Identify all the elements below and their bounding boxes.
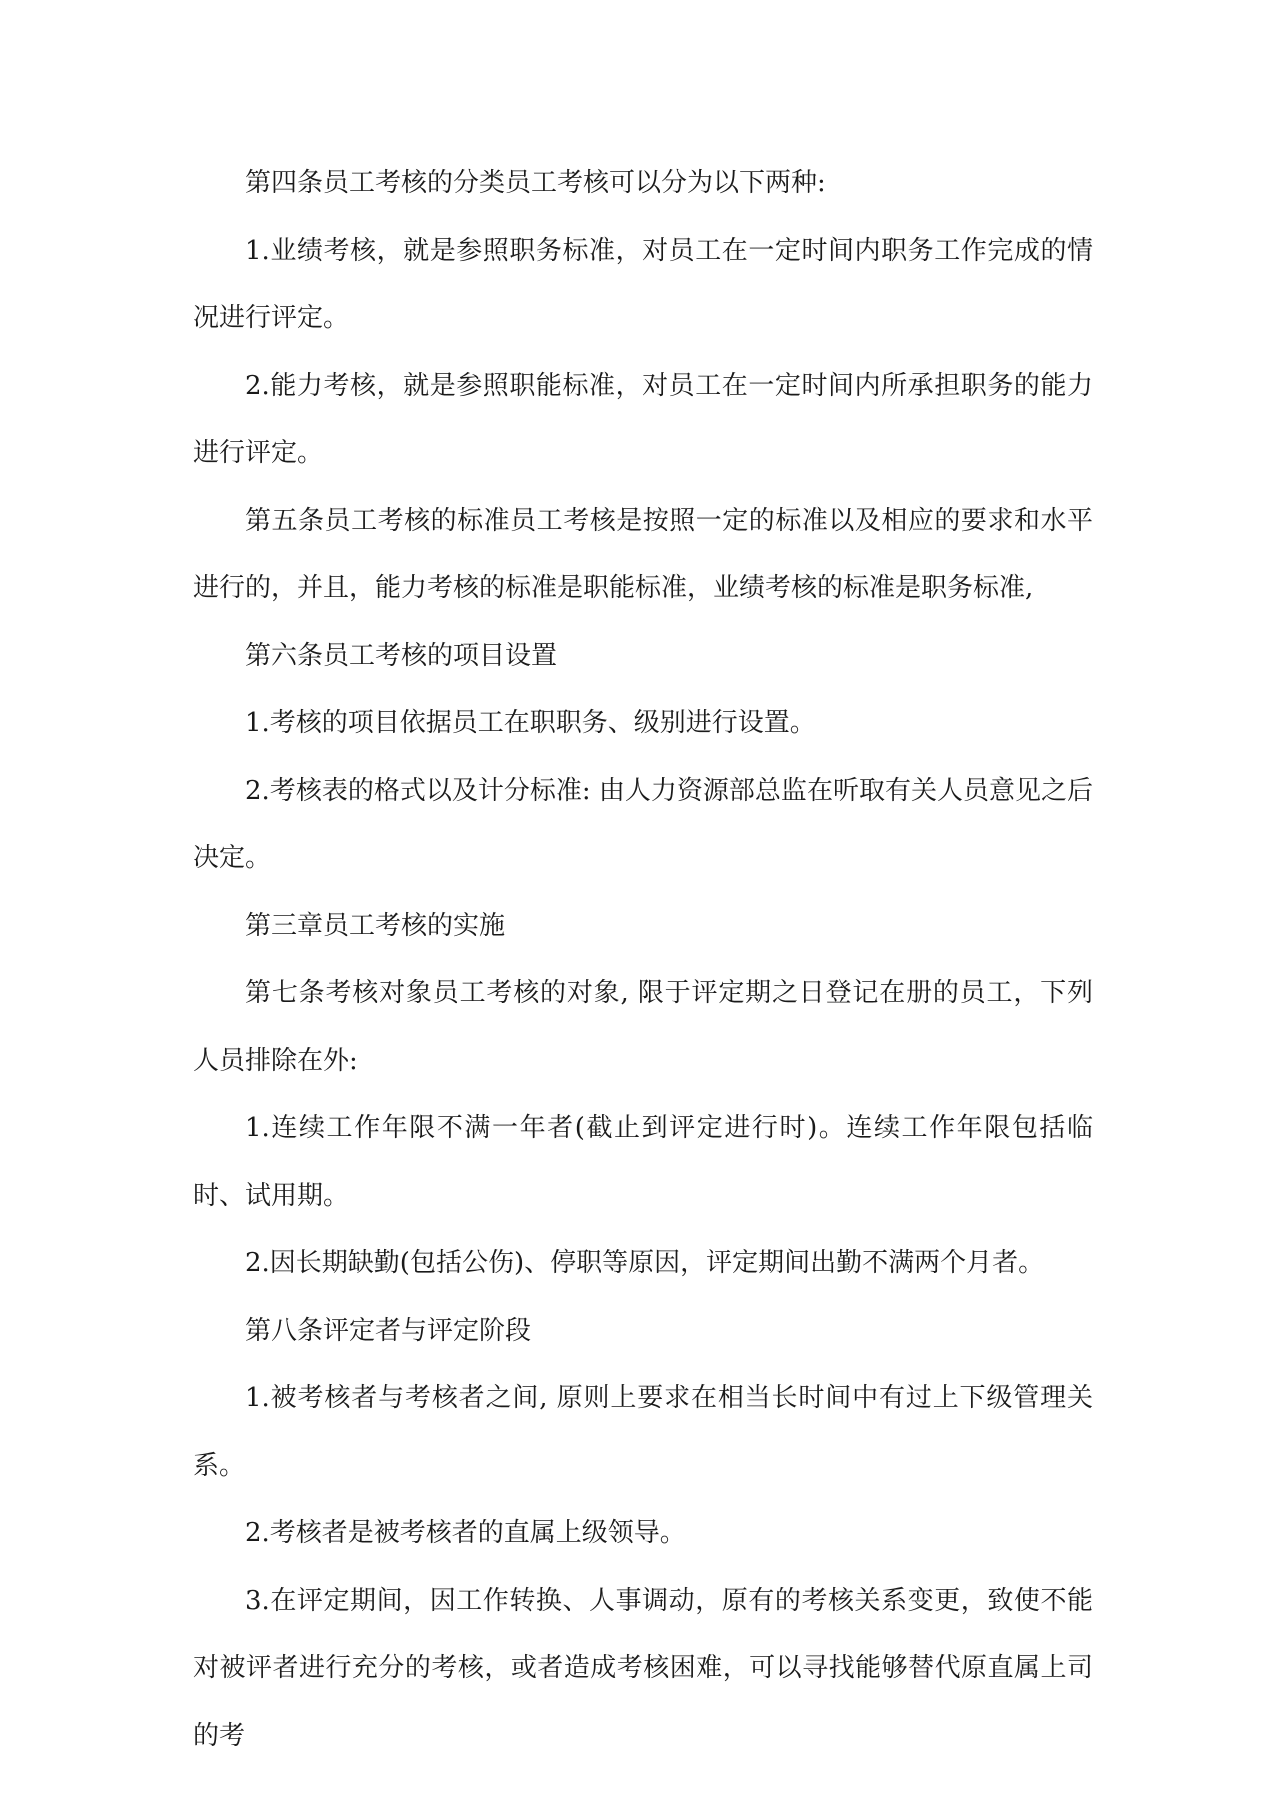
paragraph-article-5: 第五条员工考核的标准员工考核是按照一定的标准以及相应的要求和水平进行的，并且，能力考核的标准是职能标准，业绩考核的标准是职务标准, [193,505,1093,603]
paragraph-article-4: 第四条员工考核的分类员工考核可以分为以下两种: [245,168,826,198]
paragraph-exclusion-1: 1.连续工作年限不满一年者(截止到评定进行时)。连续工作年限包括临时、试用期。 [193,1113,1093,1211]
document-body [193,150,1093,1770]
paragraph-reviewer-3: 3.在评定期间，因工作转换、人事调动，原有的考核关系变更，致使不能对被评者进行充分的考核，或者造成考核困难，可以寻找能够替代原直属上司的考 [193,1585,1093,1751]
paragraph-ability-review: 2.能力考核，就是参照职能标准，对员工在一定时间内所承担职务的能力进行评定。 [193,370,1093,468]
paragraph-article-8: 第八条评定者与评定阶段 [245,1315,532,1346]
paragraph-article-6: 第六条员工考核的项目设置 [245,640,558,671]
paragraph-article-7: 第七条考核对象员工考核的对象, 限于评定期之日登记在册的员工，下列人员排除在外: [193,978,1093,1076]
paragraph-exclusion-2: 2.因长期缺勤(包括公伤)、停职等原因，评定期间出勤不满两个月者。 [245,1248,1045,1278]
paragraph-item-setting: 1.考核的项目依据员工在职职务、级别进行设置。 [245,708,816,738]
paragraph-reviewer-1: 1.被考核者与考核者之间, 原则上要求在相当长时间中有过上下级管理关系。 [193,1383,1093,1481]
paragraph-chapter-3: 第三章员工考核的实施 [245,910,506,941]
paragraph-reviewer-2: 2.考核者是被考核者的直属上级领导。 [245,1518,686,1548]
paragraph-form-format: 2.考核表的格式以及计分标准: 由人力资源部总监在听取有关人员意见之后决定。 [193,775,1093,873]
paragraph-performance-review: 1.业绩考核，就是参照职务标准，对员工在一定时间内职务工作完成的情况进行评定。 [193,235,1093,333]
